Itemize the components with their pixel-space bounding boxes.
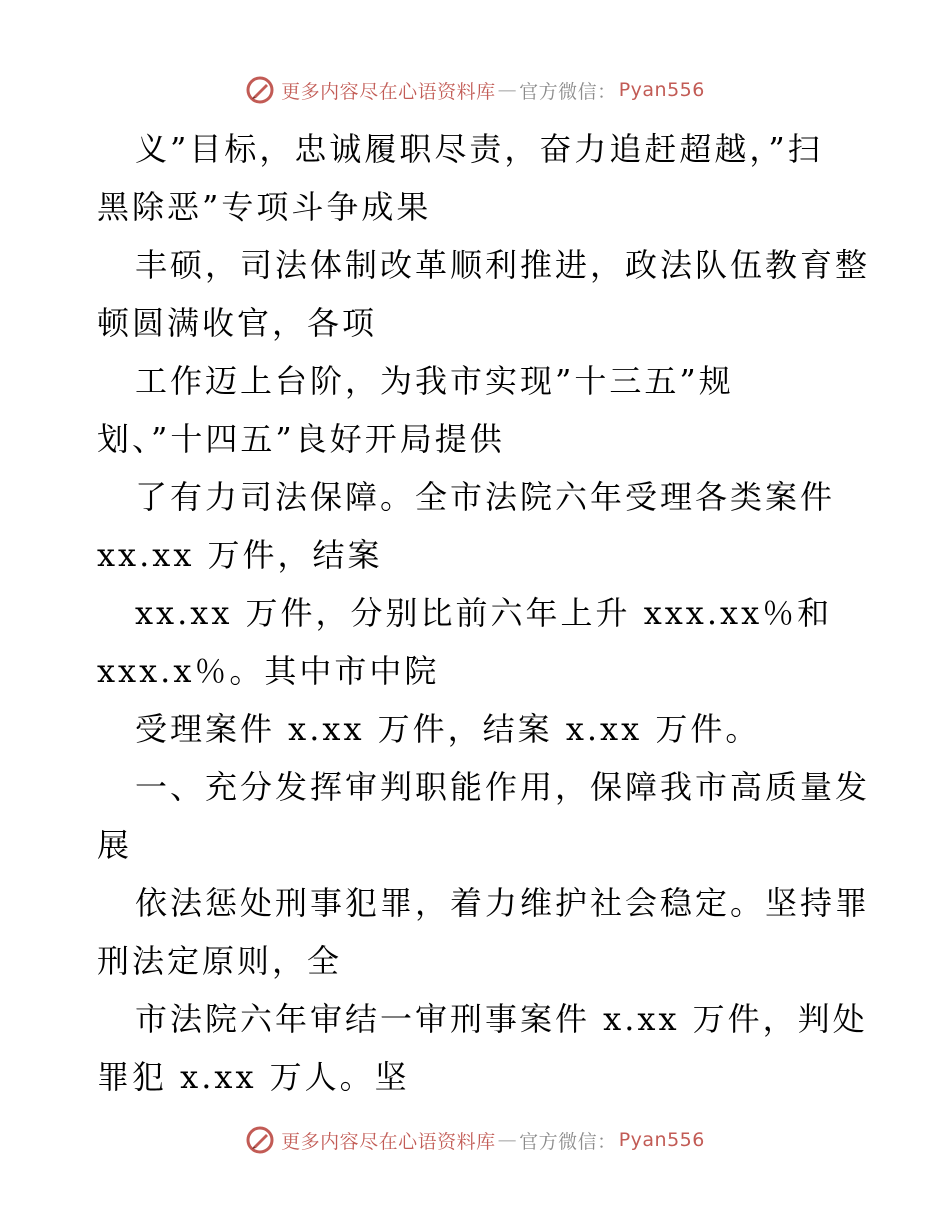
text-line: 划、”十四五”良好开局提供 [97,420,505,458]
header-banner [0,70,950,110]
text-line: 义”目标，忠诚履职尽责，奋力追赶超越，”扫 [135,130,823,168]
banner-dash: — [497,1129,518,1151]
banner-brand-text: 更多内容尽在心语资料库 [281,1130,496,1153]
text-line: 黑除恶”专项斗争成果 [97,188,432,226]
banner-official-label: 官方微信： [519,1130,617,1153]
banner-wechat-id: Pyan556 [618,1129,705,1151]
pen-circle-logo-icon [245,75,275,105]
text-line: 展 [97,826,133,864]
text-line: 受理案件 x.xx 万件，结案 x.xx 万件。 [135,710,761,748]
text-line: 工作迈上台阶，为我市实现”十三五”规 [135,362,734,400]
pen-circle-logo-icon [245,1125,275,1155]
text-line: 罪犯 x.xx 万人。坚 [97,1058,410,1096]
banner-brand-text: 更多内容尽在心语资料库 [281,80,496,103]
banner-dash: — [497,79,518,101]
text-line: 一、充分发挥审判职能作用，保障我市高质量发 [135,768,871,806]
banner-official-label: 官方微信： [519,80,617,103]
text-line: 市法院六年审结一审刑事案件 x.xx 万件，判处 [135,1000,868,1038]
text-line: xx.xx 万件，结案 [97,536,383,574]
text-line: xxx.x％。其中市中院 [97,652,440,690]
banner-wechat-id: Pyan556 [618,79,705,101]
text-line: xx.xx 万件，分别比前六年上升 xxx.xx％和 [135,594,833,632]
footer-banner [0,1120,950,1160]
text-line: 依法惩处刑事犯罪，着力维护社会稳定。坚持罪 [135,884,871,922]
text-line: 刑法定原则，全 [97,942,343,980]
text-line: 丰硕，司法体制改革顺利推进，政法队伍教育整 [135,246,871,284]
text-line: 顿圆满收官，各项 [97,304,378,342]
document-body [97,120,871,1106]
text-line: 了有力司法保障。全市法院六年受理各类案件 [135,478,836,516]
